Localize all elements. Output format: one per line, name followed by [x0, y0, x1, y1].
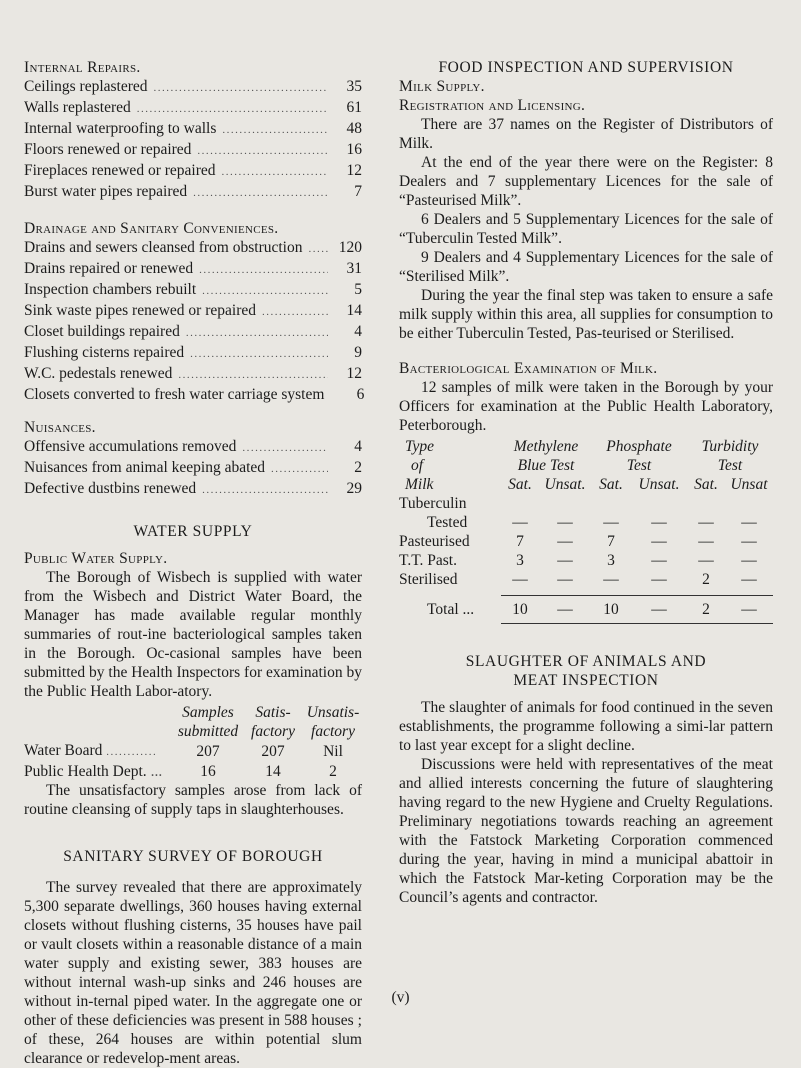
item-value: 4	[354, 323, 362, 340]
cell: —	[651, 571, 667, 588]
list-item	[24, 77, 362, 98]
cell: 7	[516, 533, 524, 550]
sat-header: Sat.	[599, 476, 623, 493]
cell: —	[651, 601, 667, 618]
item-value: 5	[354, 281, 362, 298]
leader-dots	[309, 240, 329, 259]
table-row	[399, 513, 773, 532]
leader-dots	[222, 163, 329, 182]
row-label: Public Health Dept.	[24, 763, 147, 780]
list-item	[24, 98, 362, 119]
table-row	[399, 532, 773, 551]
item-label: Defective dustbins renewed	[24, 480, 197, 497]
turbidity-header-line2: Test	[717, 457, 743, 474]
bacteriological-paragraph: 12 samples of milk were taken in the Borough by your Officers for examination at the Public Health Laboratory, Peterborough.	[399, 379, 773, 434]
item-value: 35	[346, 78, 362, 95]
sanitary-survey-title: SANITARY SURVEY OF BOROUGH	[63, 848, 323, 865]
item-label: Ceilings replastered	[24, 78, 148, 95]
list-item	[24, 343, 362, 364]
slaughter-title-line1: SLAUGHTER OF ANIMALS AND	[465, 653, 707, 670]
type-header: Type	[405, 438, 434, 455]
table-row	[399, 570, 773, 589]
row-label: Water Board	[24, 742, 103, 759]
list-item	[24, 119, 362, 140]
phosphate-header: Phosphate	[606, 438, 672, 455]
item-value: 14	[346, 302, 362, 319]
turbidity-header: Turbidity	[701, 438, 759, 455]
cell: —	[741, 533, 757, 550]
item-label: Floors renewed or repaired	[24, 141, 192, 158]
item-label: Offensive accumulations removed	[24, 438, 237, 455]
sat-header: Sat.	[508, 476, 532, 493]
list-item	[24, 238, 362, 259]
cell: —	[557, 601, 573, 618]
item-value: 7	[354, 183, 362, 200]
cell: —	[651, 552, 667, 569]
list-item	[24, 364, 362, 385]
item-value: 61	[346, 99, 362, 116]
page-number: (v)	[391, 989, 410, 1006]
item-label: Fireplaces renewed or repaired	[24, 162, 216, 179]
item-label: Drains repaired or renewed	[24, 260, 194, 277]
cell: 16	[200, 763, 216, 780]
item-value: 48	[346, 120, 362, 137]
phosphate-header-line2: Test	[626, 457, 652, 474]
type-header-line2: of	[411, 457, 424, 474]
water-supply-note: The unsatisfactory samples arose from lack of routine cleansing of supply taps in slaughterhouses.	[24, 782, 362, 818]
public-water-supply-heading: Public Water Supply.	[24, 550, 168, 567]
item-value: 29	[346, 480, 362, 497]
cell: 207	[196, 743, 220, 760]
row-label: Tested	[427, 514, 468, 531]
list-item	[24, 437, 362, 458]
leader-dots	[202, 481, 328, 500]
item-value: 6	[356, 386, 365, 403]
cell: Nil	[323, 743, 343, 760]
cell: 3	[516, 552, 524, 569]
list-item	[24, 259, 362, 280]
samples-header: Samples	[182, 704, 234, 721]
item-value: 16	[346, 141, 362, 158]
paragraph: There are 37 names on the Register of Distributors of Milk.	[399, 116, 773, 152]
table-row: Public Health Dept. ... 16 14 2	[24, 762, 362, 781]
methylene-header-line2: Blue Test	[517, 457, 575, 474]
paragraph: 9 Dealers and 4 Supplementary Licences for the sale of “Sterilised Milk”.	[399, 249, 773, 285]
leader-dots	[193, 184, 328, 203]
list-item	[24, 479, 362, 500]
row-label: Pasteurised	[399, 533, 470, 550]
satisfactory-header: Satis-	[255, 704, 291, 721]
cell: —	[512, 571, 528, 588]
list-item	[24, 301, 362, 322]
list-item	[24, 385, 365, 406]
internal-repairs-heading: Internal Repairs.	[24, 59, 141, 76]
row-label: T.T. Past.	[399, 552, 457, 569]
table-row: Water Board ............ 207 207 Nil	[24, 741, 362, 762]
row-label: Sterilised	[399, 571, 458, 588]
cell: —	[603, 514, 619, 531]
drainage-heading: Drainage and Sanitary Conveniences.	[24, 220, 279, 237]
cell: 10	[603, 601, 619, 618]
water-samples-table	[24, 703, 362, 781]
leader-dots	[190, 345, 328, 364]
cell: —	[512, 514, 528, 531]
item-value: 120	[338, 239, 362, 256]
cell: 3	[607, 552, 615, 569]
leader-dots	[262, 303, 328, 322]
list-item	[24, 458, 362, 479]
leader-dots	[242, 439, 328, 458]
drainage-list	[24, 238, 365, 406]
cell: —	[603, 571, 619, 588]
item-label: Closet buildings repaired	[24, 323, 180, 340]
item-value: 31	[346, 260, 362, 277]
item-label: Nuisances from animal keeping abated	[24, 459, 266, 476]
cell: —	[698, 533, 714, 550]
slaughter-paragraph: The slaughter of animals for food continued in the seven establishments, the programme following a simi-lar pattern to last year except for a slight decline.	[399, 699, 773, 754]
item-label: W.C. pedestals renewed	[24, 365, 173, 382]
registration-heading: Registration and Licensing.	[399, 97, 586, 114]
sanitary-survey-paragraph: The survey revealed that there are approximately 5,300 separate dwellings, 360 houses having external closets without flushing cisterns, 35 houses have pail or vault closets within a reasonable distance of a main water supply and existing sewer, 383 houses are without internal wash-up sinks and 246 houses are without in-ternal piped water. In the aggregate one or other of these deficiencies was present in 588 houses ; of these, 264 houses are within potential slum clearance or redevelop-ment areas.	[24, 879, 362, 1067]
item-value: 12	[346, 365, 362, 382]
water-supply-title: WATER SUPPLY	[133, 523, 253, 540]
paragraph: During the year the final step was taken to ensure a safe milk supply within this area, all supplies for consumption to be either Tuberculin Tested, Pas-teurised or Sterilised.	[399, 287, 773, 342]
item-label: Closets converted to fresh water carriage system	[24, 386, 325, 403]
cell: 2	[702, 571, 710, 588]
table-row	[399, 494, 773, 513]
sat-header: Sat.	[694, 476, 718, 493]
item-label: Flushing cisterns repaired	[24, 344, 185, 361]
cell: 207	[261, 743, 285, 760]
cell: —	[651, 514, 667, 531]
cell: 2	[329, 763, 337, 780]
milk-supply-heading: Milk Supply.	[399, 78, 485, 95]
paragraph: At the end of the year there were on the Register: 8 Dealers and 7 supplementary Licences for the sale of “Pasteurised Milk”.	[399, 154, 773, 209]
food-inspection-title: FOOD INSPECTION AND SUPERVISION	[438, 59, 734, 76]
water-supply-paragraph: The Borough of Wisbech is supplied with water from the Wisbech and District Water Board, the Manager has made available regular monthly summaries of rout-ine bacteriological samples taken in the Borough. Oc-casional samples have been submitted by the Health Inspectors for examination by the Public Health Labor-atory.	[24, 569, 362, 700]
cell: 10	[512, 601, 528, 618]
leader-dots	[199, 261, 328, 280]
item-label: Walls replastered	[24, 99, 131, 116]
bacteriological-heading: Bacteriological Examination of Milk.	[399, 360, 658, 377]
list-item	[24, 322, 362, 343]
left-column	[24, 58, 365, 1068]
leader-dots	[202, 282, 328, 301]
list-item	[24, 140, 362, 161]
methylene-header: Methylene	[513, 438, 579, 455]
cell: —	[557, 552, 573, 569]
internal-repairs-list	[24, 77, 362, 203]
row-label: Tuberculin	[399, 495, 467, 512]
list-item	[24, 161, 362, 182]
leader-dots	[178, 366, 328, 385]
cell: —	[741, 514, 757, 531]
milk-samples-table	[399, 437, 773, 624]
cell: —	[741, 571, 757, 588]
cell: —	[557, 571, 573, 588]
nuisances-heading: Nuisances.	[24, 419, 96, 436]
samples-header-line2: submitted	[177, 723, 239, 740]
cell: 2	[702, 601, 710, 618]
leader-dots	[222, 121, 328, 140]
item-label: Drains and sewers cleansed from obstruction	[24, 239, 303, 256]
slaughter-paragraph: Discussions were held with representatives of the meat and allied interests concerning the future of slaughtering having regard to the new Hygiene and Cruelty Regulations. Preliminary negotiations towards reaching an agreement with the Fatstock Marketing Corporation commenced during the year, having in mind a municipal abattoir in which the Fatstock Mar-keting Corporation may be the Council’s agents and contractor.	[399, 756, 773, 906]
leader-dots	[271, 460, 328, 479]
unsat-header: Unsat	[730, 476, 768, 493]
total-row	[399, 600, 773, 619]
item-value: 12	[346, 162, 362, 179]
cell: —	[557, 533, 573, 550]
leader-dots	[137, 100, 328, 119]
item-label: Inspection chambers rebuilt	[24, 281, 197, 298]
leader-dots	[197, 142, 328, 161]
satisfactory-header-line2: factory	[251, 723, 295, 740]
paragraph: 6 Dealers and 5 Supplementary Licences for the sale of “Tuberculin Tested Milk”.	[399, 211, 773, 247]
total-label: Total ...	[427, 601, 475, 618]
cell: —	[741, 601, 757, 618]
list-item	[24, 280, 362, 301]
leader-dots	[154, 79, 328, 98]
cell: —	[698, 514, 714, 531]
cell: —	[698, 552, 714, 569]
cell: —	[557, 514, 573, 531]
cell: —	[741, 552, 757, 569]
list-item	[24, 182, 362, 203]
unsatisfactory-header-line2: factory	[311, 723, 355, 740]
item-value: 4	[354, 438, 362, 455]
type-header-line3: Milk	[405, 476, 434, 493]
item-value: 2	[354, 459, 362, 476]
unsatisfactory-header: Unsatis-	[306, 704, 360, 721]
table-row	[399, 551, 773, 570]
unsat-header: Unsat.	[544, 476, 586, 493]
cell: 7	[607, 533, 615, 550]
cell: 14	[265, 763, 281, 780]
item-label: Sink waste pipes renewed or repaired	[24, 302, 256, 319]
cell: —	[651, 533, 667, 550]
right-column	[399, 58, 773, 907]
slaughter-title-line2: MEAT INSPECTION	[513, 672, 659, 689]
unsat-header: Unsat.	[638, 476, 680, 493]
item-label: Internal waterproofing to walls	[24, 120, 217, 137]
item-value: 9	[354, 344, 362, 361]
leader-dots	[186, 324, 328, 343]
nuisances-list	[24, 437, 362, 500]
item-label: Burst water pipes repaired	[24, 183, 188, 200]
